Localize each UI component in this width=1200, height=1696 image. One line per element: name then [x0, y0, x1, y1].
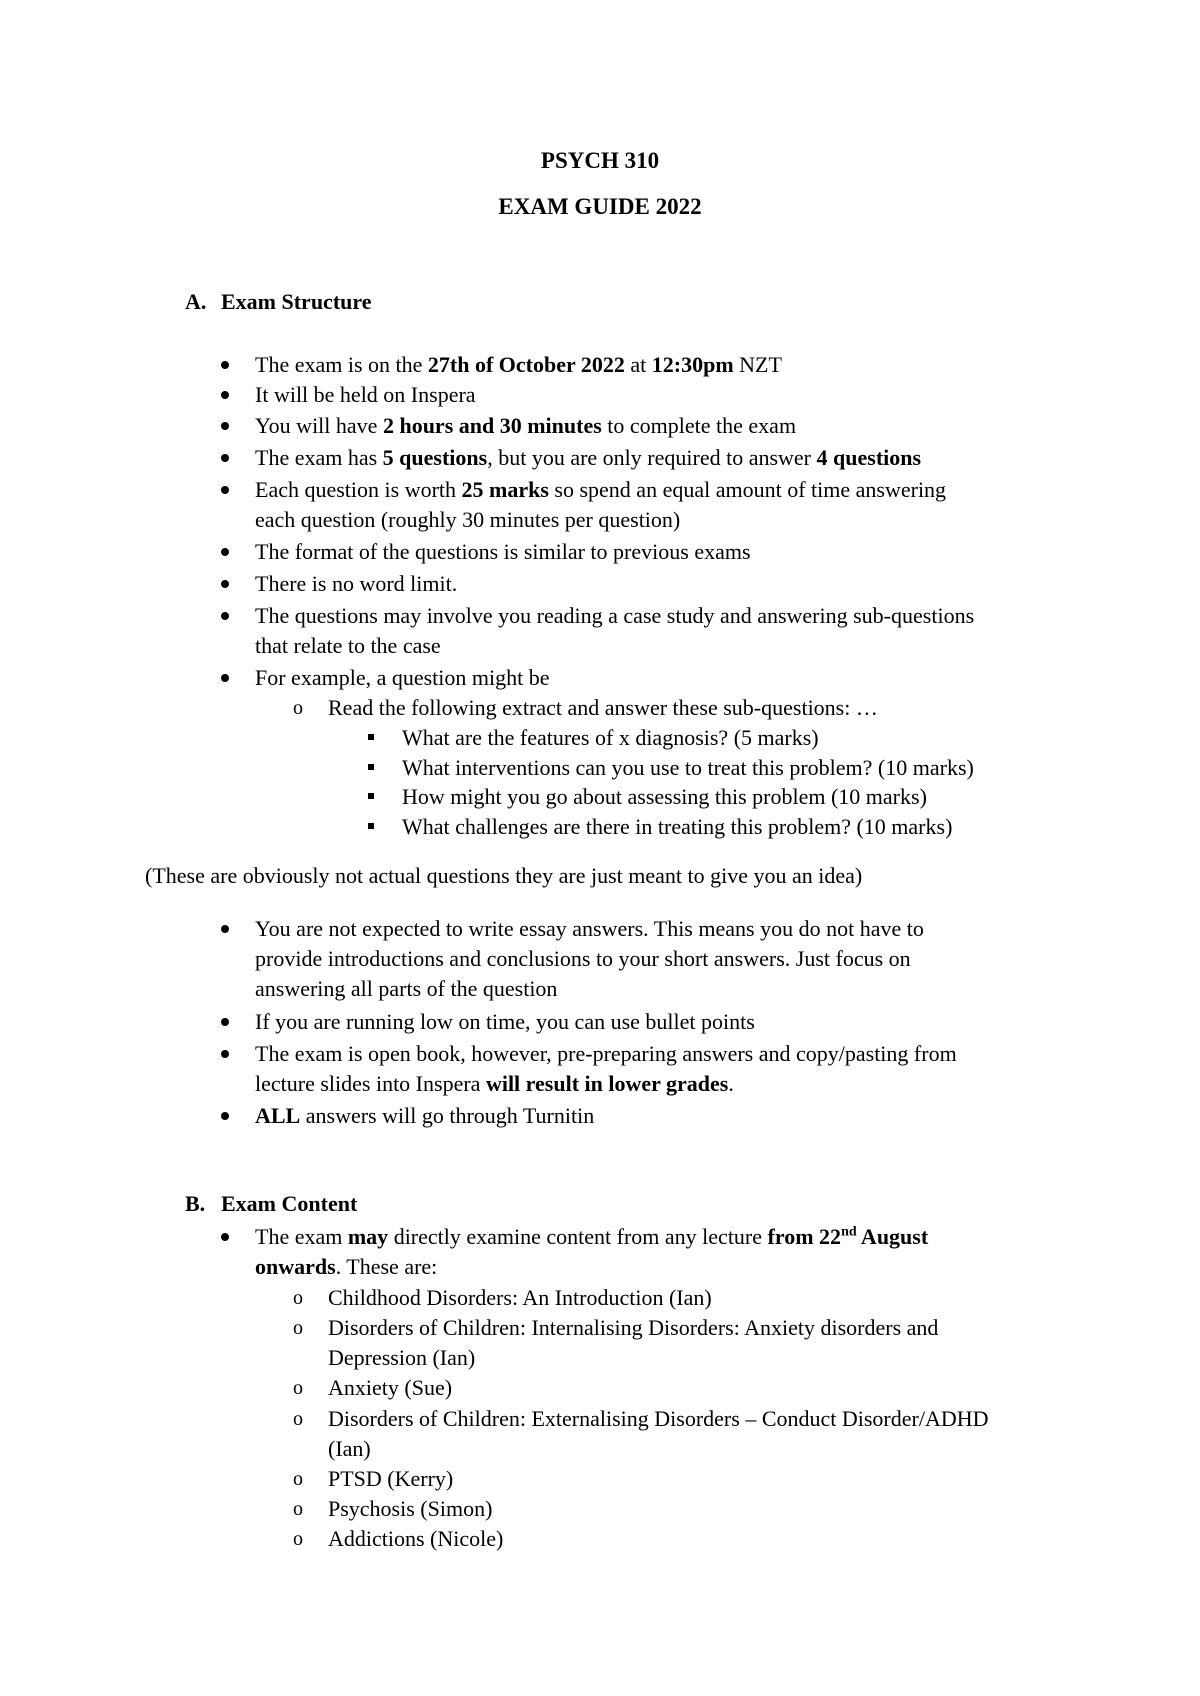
bullet-icon	[221, 580, 229, 588]
lecture-item: Anxiety (Sue)	[328, 1375, 453, 1400]
list-item-essay: You are not expected to write essay answers. This means you do not have to	[255, 916, 924, 941]
square-bullet-icon	[368, 823, 374, 829]
bullet-icon	[221, 548, 229, 556]
lecture-item-cont: Depression (Ian)	[328, 1345, 476, 1370]
list-item-content-scope: The exam may directly examine content from any lecture from 22nd August	[255, 1224, 929, 1249]
list-item-bullet-points: If you are running low on time, you can use bullet points	[255, 1009, 755, 1034]
list-item-turnitin: ALL answers will go through Turnitin	[255, 1103, 595, 1128]
hollow-bullet-icon: o	[293, 1468, 303, 1490]
list-item-open-book: The exam is open book, however, pre-preparing answers and copy/pasting from	[255, 1041, 957, 1066]
square-bullet-icon	[368, 793, 374, 799]
hollow-bullet-icon: o	[293, 1317, 303, 1339]
square-bullet-icon	[368, 764, 374, 770]
sub-sub-item-4: What challenges are there in treating this problem? (10 marks)	[402, 814, 953, 839]
section-b-heading: Exam Content	[221, 1191, 358, 1216]
list-item-open-book-cont: lecture slides into Inspera will result in lower grades.	[255, 1071, 734, 1096]
bullet-icon	[221, 925, 229, 933]
list-item-essay-cont: provide introductions and conclusions to your short answers. Just focus on	[255, 946, 911, 971]
bullet-icon	[221, 612, 229, 620]
list-item-marks: Each question is worth 25 marks so spend an equal amount of time answering	[255, 477, 947, 502]
lecture-item: PTSD (Kerry)	[328, 1466, 454, 1491]
document-title: EXAM GUIDE 2022	[498, 194, 702, 219]
bullet-icon	[221, 486, 229, 494]
square-bullet-icon	[368, 734, 374, 740]
list-item-case-study: The questions may involve you reading a case study and answering sub-questions	[255, 603, 975, 628]
course-title: PSYCH 310	[540, 148, 660, 173]
list-item-question-count: The exam has 5 questions, but you are only required to answer 4 questions	[255, 445, 922, 470]
sub-sub-item-1: What are the features of x diagnosis? (5 marks)	[402, 725, 819, 750]
bullet-icon	[221, 454, 229, 462]
bullet-icon	[221, 361, 229, 369]
bullet-icon	[221, 422, 229, 430]
bullet-icon	[221, 1018, 229, 1026]
hollow-bullet-icon: o	[293, 697, 303, 719]
list-item-case-study-cont: that relate to the case	[255, 633, 441, 658]
hollow-bullet-icon: o	[293, 1287, 303, 1309]
lecture-item-cont: (Ian)	[328, 1436, 371, 1461]
list-item-content-scope-cont: onwards. These are:	[255, 1254, 438, 1279]
list-item-exam-date: The exam is on the 27th of October 2022 at 12:30pm NZT	[255, 352, 782, 377]
list-item-duration: You will have 2 hours and 30 minutes to complete the exam	[255, 413, 797, 438]
list-item-example: For example, a question might be	[255, 665, 550, 690]
lecture-item: Disorders of Children: Internalising Disorders: Anxiety disorders and	[328, 1315, 939, 1340]
lecture-item: Childhood Disorders: An Introduction (Ian)	[328, 1285, 712, 1310]
bullet-icon	[221, 1233, 229, 1241]
lecture-item: Addictions (Nicole)	[328, 1526, 504, 1551]
sub-list-item: Read the following extract and answer these sub-questions: …	[328, 695, 878, 720]
sub-sub-item-2: What interventions can you use to treat this problem? (10 marks)	[402, 755, 974, 780]
sub-sub-item-3: How might you go about assessing this problem (10 marks)	[402, 784, 927, 809]
bullet-icon	[221, 674, 229, 682]
lecture-item: Psychosis (Simon)	[328, 1496, 493, 1521]
list-item-format: The format of the questions is similar to previous exams	[255, 539, 751, 564]
hollow-bullet-icon: o	[293, 1528, 303, 1550]
note-paragraph: (These are obviously not actual questions they are just meant to give you an idea)	[145, 863, 863, 888]
hollow-bullet-icon: o	[293, 1377, 303, 1399]
hollow-bullet-icon: o	[293, 1498, 303, 1520]
hollow-bullet-icon: o	[293, 1408, 303, 1430]
section-b-letter: B.	[185, 1191, 206, 1216]
bullet-icon	[221, 391, 229, 399]
bullet-icon	[221, 1112, 229, 1120]
list-item-platform: It will be held on Inspera	[255, 382, 476, 407]
bullet-icon	[221, 1050, 229, 1058]
section-a-letter: A.	[185, 289, 207, 314]
list-item-essay-cont: answering all parts of the question	[255, 976, 558, 1001]
list-item-marks-cont: each question (roughly 30 minutes per question)	[255, 507, 681, 532]
list-item-word-limit: There is no word limit.	[255, 571, 458, 596]
lecture-item: Disorders of Children: Externalising Disorders – Conduct Disorder/ADHD	[328, 1406, 989, 1431]
section-a-heading: Exam Structure	[221, 289, 372, 314]
